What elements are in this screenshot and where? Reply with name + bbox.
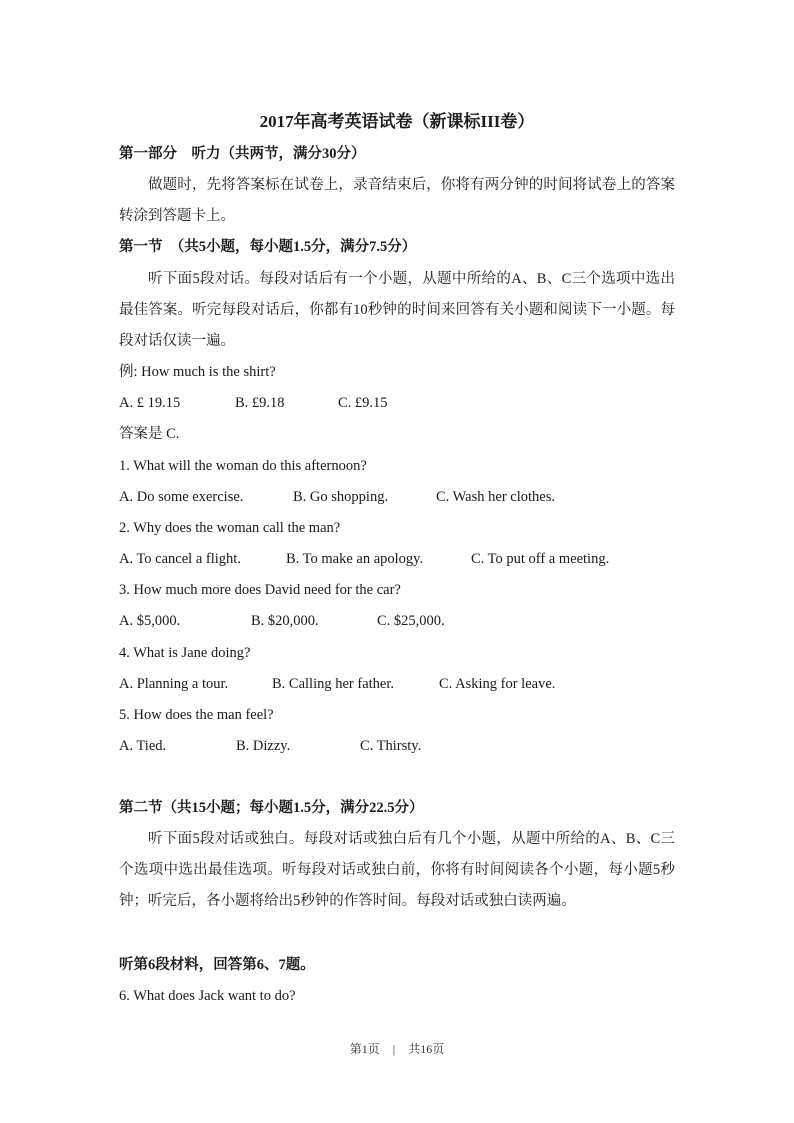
q2-option-a: A. To cancel a flight.: [119, 551, 241, 567]
question-1: 1. What will the woman do this afternoon?: [119, 458, 367, 474]
document-title: 2017年高考英语试卷（新课标III卷）: [259, 112, 535, 131]
part1-heading: 第一部分 听力（共两节，满分30分）: [119, 146, 366, 162]
q5-option-b: B. Dizzy.: [236, 738, 291, 754]
example-option-c: C. £9.15: [338, 395, 388, 411]
q3-option-a: A. $5,000.: [119, 613, 181, 629]
page-total: 共16页: [408, 1042, 445, 1056]
q4-option-b: B. Calling her father.: [272, 676, 395, 692]
q5-option-a: A. Tied.: [119, 738, 167, 754]
section1-intro: 听下面5段对话。每段对话后有一个小题，从题中所给的A、B、C三个选项中选出最佳答案。听完每段对话后，你都有10秒钟的时间来回答有关小题和阅读下一小题。每段对话仅读一遍。: [119, 271, 675, 350]
page-footer: [0, 1040, 794, 1057]
question-5: 5. How does the man feel?: [119, 707, 274, 723]
q2-option-b: B. To make an apology.: [286, 551, 424, 567]
example-question: 例: How much is the shirt?: [119, 364, 276, 380]
example-answer: 答案是 C.: [119, 426, 180, 442]
q3-option-c: C. $25,000.: [377, 613, 445, 629]
page-number: 第1页: [349, 1042, 380, 1056]
q4-option-a: A. Planning a tour.: [119, 676, 229, 692]
material-6-heading: 听第6段材料，回答第6、7题。: [119, 957, 315, 973]
footer-separator: |: [392, 1042, 396, 1056]
part1-intro: 做题时，先将答案标在试卷上，录音结束后，你将有两分钟的时间将试卷上的答案转涂到答题卡上。: [119, 177, 675, 225]
q4-option-c: C. Asking for leave.: [439, 676, 556, 692]
question-6: 6. What does Jack want to do?: [119, 988, 296, 1004]
section2-intro: 听下面5段对话或独白。每段对话或独白后有几个小题，从题中所给的A、B、C三个选项中选出最佳选项。听每段对话或独白前，你将有时间阅读各个小题，每小题5秒钟；听完后，各小题将给出5秒钟的作答时间。每段对话或独白读两遍。: [119, 831, 675, 910]
question-3: 3. How much more does David need for the car?: [119, 582, 401, 598]
q5-option-c: C. Thirsty.: [360, 738, 422, 754]
section1-heading: 第一节 （共5小题，每小题1.5分，满分7.5分）: [119, 239, 417, 255]
q3-option-b: B. $20,000.: [251, 613, 319, 629]
q1-option-b: B. Go shopping.: [293, 489, 389, 505]
question-2: 2. Why does the woman call the man?: [119, 520, 341, 536]
section2-heading: 第二节（共15小题；每小题1.5分，满分22.5分）: [119, 800, 424, 816]
example-option-b: B. £9.18: [235, 395, 285, 411]
question-4: 4. What is Jane doing?: [119, 645, 251, 661]
example-option-a: A. £ 19.15: [119, 395, 181, 411]
q1-option-c: C. Wash her clothes.: [436, 489, 555, 505]
q2-option-c: C. To put off a meeting.: [471, 551, 610, 567]
q1-option-a: A. Do some exercise.: [119, 489, 244, 505]
